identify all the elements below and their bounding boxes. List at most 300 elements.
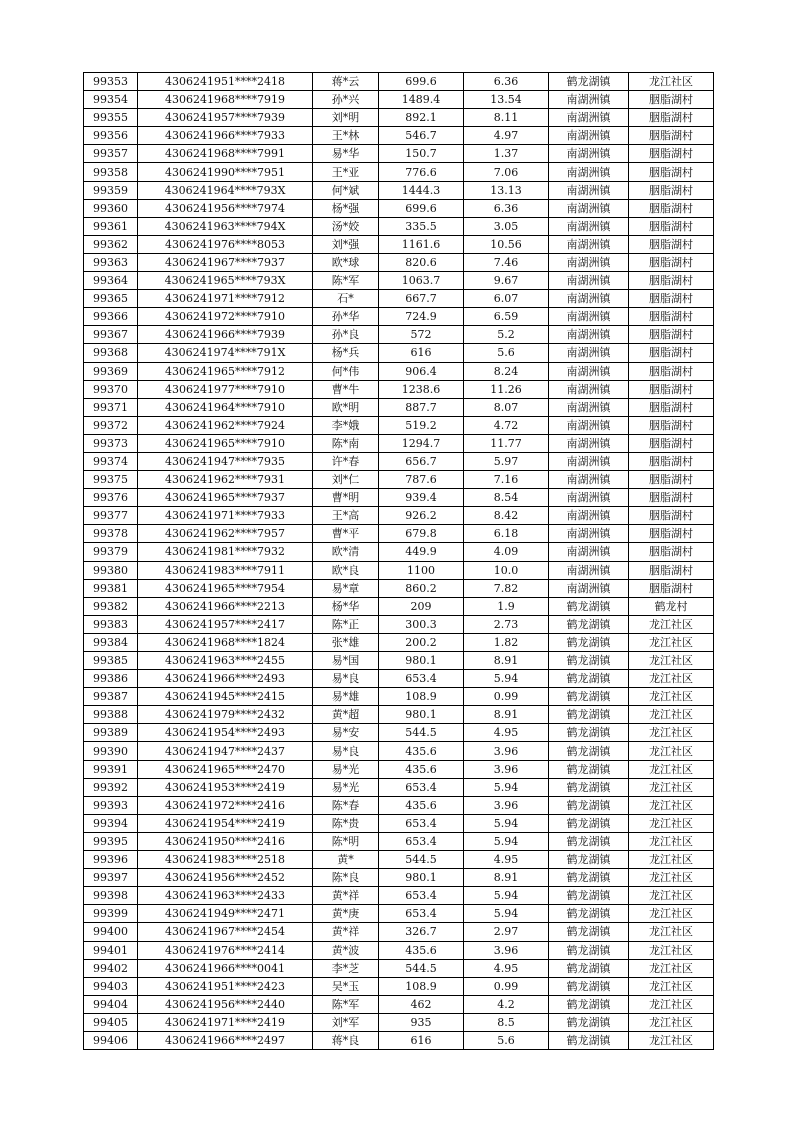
village-cell: 鹤龙村	[629, 597, 714, 615]
amount-cell: 1489.4	[379, 91, 464, 109]
village-cell: 胭脂湖村	[629, 416, 714, 434]
name-cell: 李*娥	[313, 416, 379, 434]
id-number-cell: 4306241976****8053	[138, 235, 313, 253]
village-cell: 龙江社区	[629, 742, 714, 760]
amount-cell: 926.2	[379, 507, 464, 525]
name-cell: 王*高	[313, 507, 379, 525]
village-cell: 龙江社区	[629, 1013, 714, 1031]
name-cell: 杨*兵	[313, 344, 379, 362]
name-cell: 易*光	[313, 778, 379, 796]
id-number-cell: 4306241962****7957	[138, 525, 313, 543]
id-number-cell: 4306241947****7935	[138, 452, 313, 470]
name-cell: 汤*姣	[313, 217, 379, 235]
town-cell: 南湖洲镇	[549, 91, 629, 109]
value-cell: 5.97	[464, 452, 549, 470]
name-cell: 易*良	[313, 742, 379, 760]
village-cell: 胭脂湖村	[629, 235, 714, 253]
serial-number-cell: 99359	[84, 181, 138, 199]
table-row	[84, 615, 714, 633]
table-row	[84, 452, 714, 470]
table-row	[84, 217, 714, 235]
value-cell: 5.94	[464, 887, 549, 905]
value-cell: 4.2	[464, 995, 549, 1013]
name-cell: 黄*祥	[313, 887, 379, 905]
id-number-cell: 4306241949****2471	[138, 905, 313, 923]
town-cell: 南湖洲镇	[549, 489, 629, 507]
amount-cell: 546.7	[379, 127, 464, 145]
amount-cell: 980.1	[379, 652, 464, 670]
value-cell: 10.0	[464, 561, 549, 579]
town-cell: 鹤龙湖镇	[549, 670, 629, 688]
value-cell: 3.96	[464, 796, 549, 814]
table-row	[84, 235, 714, 253]
village-cell: 胭脂湖村	[629, 181, 714, 199]
serial-number-cell: 99401	[84, 941, 138, 959]
table-row	[84, 398, 714, 416]
id-number-cell: 4306241951****2418	[138, 73, 313, 91]
serial-number-cell: 99406	[84, 1031, 138, 1049]
table-row	[84, 778, 714, 796]
amount-cell: 980.1	[379, 869, 464, 887]
table-row	[84, 109, 714, 127]
name-cell: 易*光	[313, 760, 379, 778]
id-number-cell: 4306241966****2497	[138, 1031, 313, 1049]
table-row	[84, 905, 714, 923]
serial-number-cell: 99400	[84, 923, 138, 941]
name-cell: 曹*平	[313, 525, 379, 543]
table-row	[84, 525, 714, 543]
table-row	[84, 706, 714, 724]
table-row	[84, 670, 714, 688]
amount-cell: 435.6	[379, 760, 464, 778]
village-cell: 胭脂湖村	[629, 434, 714, 452]
amount-cell: 209	[379, 597, 464, 615]
name-cell: 王*亚	[313, 163, 379, 181]
name-cell: 易*良	[313, 670, 379, 688]
id-number-cell: 4306241945****2415	[138, 688, 313, 706]
name-cell: 刘*仁	[313, 471, 379, 489]
serial-number-cell: 99382	[84, 597, 138, 615]
amount-cell: 679.8	[379, 525, 464, 543]
table-row	[84, 869, 714, 887]
id-number-cell: 4306241981****7932	[138, 543, 313, 561]
village-cell: 胭脂湖村	[629, 109, 714, 127]
table-row	[84, 326, 714, 344]
id-number-cell: 4306241947****2437	[138, 742, 313, 760]
town-cell: 南湖洲镇	[549, 344, 629, 362]
table-row	[84, 272, 714, 290]
id-number-cell: 4306241956****2440	[138, 995, 313, 1013]
town-cell: 南湖洲镇	[549, 290, 629, 308]
table-row	[84, 73, 714, 91]
amount-cell: 1294.7	[379, 434, 464, 452]
amount-cell: 326.7	[379, 923, 464, 941]
village-cell: 龙江社区	[629, 796, 714, 814]
amount-cell: 724.9	[379, 308, 464, 326]
id-number-cell: 4306241966****0041	[138, 959, 313, 977]
serial-number-cell: 99372	[84, 416, 138, 434]
table-row	[84, 977, 714, 995]
town-cell: 鹤龙湖镇	[549, 851, 629, 869]
village-cell: 胭脂湖村	[629, 199, 714, 217]
value-cell: 13.54	[464, 91, 549, 109]
value-cell: 4.97	[464, 127, 549, 145]
village-cell: 龙江社区	[629, 832, 714, 850]
serial-number-cell: 99391	[84, 760, 138, 778]
amount-cell: 820.6	[379, 253, 464, 271]
amount-cell: 544.5	[379, 724, 464, 742]
name-cell: 欧*良	[313, 561, 379, 579]
serial-number-cell: 99399	[84, 905, 138, 923]
amount-cell: 544.5	[379, 851, 464, 869]
value-cell: 8.5	[464, 1013, 549, 1031]
table-row	[84, 887, 714, 905]
value-cell: 11.26	[464, 380, 549, 398]
village-cell: 胭脂湖村	[629, 253, 714, 271]
table-row	[84, 561, 714, 579]
table-row	[84, 959, 714, 977]
village-cell: 龙江社区	[629, 670, 714, 688]
town-cell: 鹤龙湖镇	[549, 995, 629, 1013]
town-cell: 鹤龙湖镇	[549, 905, 629, 923]
id-number-cell: 4306241983****7911	[138, 561, 313, 579]
serial-number-cell: 99378	[84, 525, 138, 543]
id-number-cell: 4306241957****2417	[138, 615, 313, 633]
table-row	[84, 199, 714, 217]
town-cell: 南湖洲镇	[549, 471, 629, 489]
town-cell: 鹤龙湖镇	[549, 923, 629, 941]
village-cell: 龙江社区	[629, 977, 714, 995]
amount-cell: 200.2	[379, 633, 464, 651]
village-cell: 龙江社区	[629, 760, 714, 778]
name-cell: 欧*球	[313, 253, 379, 271]
amount-cell: 653.4	[379, 832, 464, 850]
town-cell: 鹤龙湖镇	[549, 760, 629, 778]
value-cell: 0.99	[464, 688, 549, 706]
village-cell: 龙江社区	[629, 652, 714, 670]
name-cell: 易*雄	[313, 688, 379, 706]
serial-number-cell: 99371	[84, 398, 138, 416]
amount-cell: 1161.6	[379, 235, 464, 253]
value-cell: 7.16	[464, 471, 549, 489]
serial-number-cell: 99384	[84, 633, 138, 651]
name-cell: 黄*庚	[313, 905, 379, 923]
serial-number-cell: 99354	[84, 91, 138, 109]
table-row	[84, 688, 714, 706]
id-number-cell: 4306241971****7933	[138, 507, 313, 525]
value-cell: 5.94	[464, 670, 549, 688]
name-cell: 张*雄	[313, 633, 379, 651]
id-number-cell: 4306241971****7912	[138, 290, 313, 308]
town-cell: 南湖洲镇	[549, 199, 629, 217]
amount-cell: 906.4	[379, 362, 464, 380]
name-cell: 陈*军	[313, 995, 379, 1013]
amount-cell: 699.6	[379, 199, 464, 217]
village-cell: 龙江社区	[629, 869, 714, 887]
value-cell: 1.37	[464, 145, 549, 163]
village-cell: 胭脂湖村	[629, 145, 714, 163]
id-number-cell: 4306241968****1824	[138, 633, 313, 651]
village-cell: 龙江社区	[629, 923, 714, 941]
amount-cell: 435.6	[379, 742, 464, 760]
village-cell: 胭脂湖村	[629, 579, 714, 597]
table-row	[84, 127, 714, 145]
name-cell: 陈*春	[313, 796, 379, 814]
value-cell: 5.2	[464, 326, 549, 344]
serial-number-cell: 99358	[84, 163, 138, 181]
village-cell: 胭脂湖村	[629, 471, 714, 489]
town-cell: 鹤龙湖镇	[549, 796, 629, 814]
name-cell: 刘*明	[313, 109, 379, 127]
table-row	[84, 796, 714, 814]
serial-number-cell: 99373	[84, 434, 138, 452]
value-cell: 5.94	[464, 814, 549, 832]
name-cell: 孙*兴	[313, 91, 379, 109]
amount-cell: 519.2	[379, 416, 464, 434]
town-cell: 南湖洲镇	[549, 145, 629, 163]
village-cell: 龙江社区	[629, 724, 714, 742]
amount-cell: 150.7	[379, 145, 464, 163]
amount-cell: 1100	[379, 561, 464, 579]
id-number-cell: 4306241979****2432	[138, 706, 313, 724]
name-cell: 黄*波	[313, 941, 379, 959]
serial-number-cell: 99366	[84, 308, 138, 326]
name-cell: 黄*祥	[313, 923, 379, 941]
id-number-cell: 4306241956****7974	[138, 199, 313, 217]
town-cell: 南湖洲镇	[549, 525, 629, 543]
id-number-cell: 4306241950****2416	[138, 832, 313, 850]
name-cell: 曹*牛	[313, 380, 379, 398]
amount-cell: 776.6	[379, 163, 464, 181]
village-cell: 龙江社区	[629, 1031, 714, 1049]
town-cell: 南湖洲镇	[549, 561, 629, 579]
serial-number-cell: 99397	[84, 869, 138, 887]
records-table	[83, 72, 714, 1050]
town-cell: 鹤龙湖镇	[549, 832, 629, 850]
value-cell: 2.97	[464, 923, 549, 941]
town-cell: 南湖洲镇	[549, 326, 629, 344]
value-cell: 5.6	[464, 344, 549, 362]
amount-cell: 616	[379, 1031, 464, 1049]
records-table-body	[84, 73, 714, 1050]
name-cell: 欧*清	[313, 543, 379, 561]
amount-cell: 887.7	[379, 398, 464, 416]
amount-cell: 449.9	[379, 543, 464, 561]
table-row	[84, 995, 714, 1013]
value-cell: 13.13	[464, 181, 549, 199]
village-cell: 龙江社区	[629, 633, 714, 651]
amount-cell: 1063.7	[379, 272, 464, 290]
town-cell: 鹤龙湖镇	[549, 941, 629, 959]
table-row	[84, 1013, 714, 1031]
table-row	[84, 434, 714, 452]
serial-number-cell: 99364	[84, 272, 138, 290]
name-cell: 陈*正	[313, 615, 379, 633]
table-row	[84, 362, 714, 380]
town-cell: 南湖洲镇	[549, 434, 629, 452]
value-cell: 8.91	[464, 652, 549, 670]
table-row	[84, 163, 714, 181]
amount-cell: 860.2	[379, 579, 464, 597]
value-cell: 4.95	[464, 851, 549, 869]
name-cell: 蒋*云	[313, 73, 379, 91]
table-row	[84, 1031, 714, 1049]
value-cell: 4.09	[464, 543, 549, 561]
village-cell: 胭脂湖村	[629, 344, 714, 362]
serial-number-cell: 99383	[84, 615, 138, 633]
id-number-cell: 4306241976****2414	[138, 941, 313, 959]
village-cell: 胭脂湖村	[629, 380, 714, 398]
village-cell: 龙江社区	[629, 688, 714, 706]
town-cell: 鹤龙湖镇	[549, 652, 629, 670]
table-row	[84, 814, 714, 832]
town-cell: 南湖洲镇	[549, 308, 629, 326]
amount-cell: 980.1	[379, 706, 464, 724]
value-cell: 3.96	[464, 760, 549, 778]
serial-number-cell: 99369	[84, 362, 138, 380]
town-cell: 鹤龙湖镇	[549, 742, 629, 760]
serial-number-cell: 99357	[84, 145, 138, 163]
village-cell: 龙江社区	[629, 905, 714, 923]
village-cell: 胭脂湖村	[629, 326, 714, 344]
table-row	[84, 380, 714, 398]
name-cell: 欧*明	[313, 398, 379, 416]
name-cell: 杨*华	[313, 597, 379, 615]
table-row	[84, 543, 714, 561]
table-row	[84, 652, 714, 670]
id-number-cell: 4306241965****7937	[138, 489, 313, 507]
id-number-cell: 4306241990****7951	[138, 163, 313, 181]
value-cell: 8.11	[464, 109, 549, 127]
town-cell: 鹤龙湖镇	[549, 615, 629, 633]
serial-number-cell: 99363	[84, 253, 138, 271]
id-number-cell: 4306241977****7910	[138, 380, 313, 398]
id-number-cell: 4306241965****7910	[138, 434, 313, 452]
town-cell: 南湖洲镇	[549, 253, 629, 271]
serial-number-cell: 99360	[84, 199, 138, 217]
id-number-cell: 4306241957****7939	[138, 109, 313, 127]
town-cell: 鹤龙湖镇	[549, 706, 629, 724]
id-number-cell: 4306241965****7912	[138, 362, 313, 380]
name-cell: 蒋*良	[313, 1031, 379, 1049]
value-cell: 6.59	[464, 308, 549, 326]
name-cell: 黄*超	[313, 706, 379, 724]
id-number-cell: 4306241963****794X	[138, 217, 313, 235]
value-cell: 6.36	[464, 73, 549, 91]
amount-cell: 616	[379, 344, 464, 362]
town-cell: 鹤龙湖镇	[549, 778, 629, 796]
name-cell: 易*章	[313, 579, 379, 597]
town-cell: 鹤龙湖镇	[549, 959, 629, 977]
value-cell: 5.94	[464, 778, 549, 796]
name-cell: 易*华	[313, 145, 379, 163]
serial-number-cell: 99381	[84, 579, 138, 597]
village-cell: 胭脂湖村	[629, 452, 714, 470]
town-cell: 南湖洲镇	[549, 109, 629, 127]
value-cell: 3.96	[464, 941, 549, 959]
town-cell: 鹤龙湖镇	[549, 1031, 629, 1049]
amount-cell: 300.3	[379, 615, 464, 633]
id-number-cell: 4306241964****793X	[138, 181, 313, 199]
value-cell: 5.6	[464, 1031, 549, 1049]
town-cell: 鹤龙湖镇	[549, 977, 629, 995]
value-cell: 1.82	[464, 633, 549, 651]
village-cell: 胭脂湖村	[629, 543, 714, 561]
town-cell: 南湖洲镇	[549, 380, 629, 398]
value-cell: 4.72	[464, 416, 549, 434]
name-cell: 刘*强	[313, 235, 379, 253]
id-number-cell: 4306241963****2455	[138, 652, 313, 670]
amount-cell: 653.4	[379, 905, 464, 923]
id-number-cell: 4306241964****7910	[138, 398, 313, 416]
town-cell: 鹤龙湖镇	[549, 688, 629, 706]
name-cell: 易*国	[313, 652, 379, 670]
value-cell: 4.95	[464, 959, 549, 977]
serial-number-cell: 99386	[84, 670, 138, 688]
serial-number-cell: 99374	[84, 452, 138, 470]
id-number-cell: 4306241967****7937	[138, 253, 313, 271]
serial-number-cell: 99380	[84, 561, 138, 579]
serial-number-cell: 99394	[84, 814, 138, 832]
name-cell: 曹*明	[313, 489, 379, 507]
town-cell: 南湖洲镇	[549, 452, 629, 470]
id-number-cell: 4306241966****2213	[138, 597, 313, 615]
table-row	[84, 832, 714, 850]
name-cell: 吴*玉	[313, 977, 379, 995]
serial-number-cell: 99392	[84, 778, 138, 796]
town-cell: 鹤龙湖镇	[549, 887, 629, 905]
town-cell: 南湖洲镇	[549, 163, 629, 181]
name-cell: 黄*	[313, 851, 379, 869]
table-row	[84, 253, 714, 271]
name-cell: 陈*贵	[313, 814, 379, 832]
name-cell: 何*斌	[313, 181, 379, 199]
amount-cell: 699.6	[379, 73, 464, 91]
table-row	[84, 851, 714, 869]
table-row	[84, 181, 714, 199]
serial-number-cell: 99398	[84, 887, 138, 905]
town-cell: 南湖洲镇	[549, 416, 629, 434]
amount-cell: 108.9	[379, 977, 464, 995]
amount-cell: 653.4	[379, 778, 464, 796]
value-cell: 7.46	[464, 253, 549, 271]
town-cell: 鹤龙湖镇	[549, 1013, 629, 1031]
amount-cell: 108.9	[379, 688, 464, 706]
value-cell: 8.91	[464, 706, 549, 724]
amount-cell: 667.7	[379, 290, 464, 308]
serial-number-cell: 99375	[84, 471, 138, 489]
name-cell: 孙*良	[313, 326, 379, 344]
town-cell: 南湖洲镇	[549, 543, 629, 561]
id-number-cell: 4306241965****793X	[138, 272, 313, 290]
table-row	[84, 742, 714, 760]
amount-cell: 1444.3	[379, 181, 464, 199]
name-cell: 孙*华	[313, 308, 379, 326]
town-cell: 南湖洲镇	[549, 272, 629, 290]
village-cell: 龙江社区	[629, 995, 714, 1013]
amount-cell: 335.5	[379, 217, 464, 235]
id-number-cell: 4306241972****7910	[138, 308, 313, 326]
name-cell: 王*林	[313, 127, 379, 145]
value-cell: 4.95	[464, 724, 549, 742]
serial-number-cell: 99404	[84, 995, 138, 1013]
town-cell: 南湖洲镇	[549, 127, 629, 145]
town-cell: 南湖洲镇	[549, 217, 629, 235]
table-row	[84, 344, 714, 362]
name-cell: 李*芝	[313, 959, 379, 977]
id-number-cell: 4306241968****7919	[138, 91, 313, 109]
value-cell: 8.42	[464, 507, 549, 525]
